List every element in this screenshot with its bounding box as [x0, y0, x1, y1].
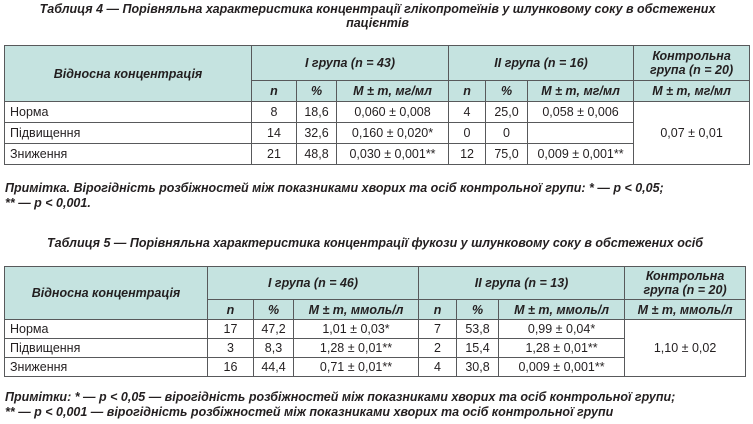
table4 — [4, 45, 750, 165]
cell-p2: 0 — [486, 123, 528, 144]
cell-n2: 12 — [449, 144, 486, 165]
table4-note — [5, 181, 664, 211]
cell-p2: 15,4 — [457, 339, 499, 358]
cell-m2 — [528, 123, 634, 144]
cell-n1: 21 — [252, 144, 297, 165]
table5-col-label-header: Відносна концентрація — [5, 267, 208, 320]
row-label: Підвищення — [5, 123, 252, 144]
table4-control-header — [634, 46, 750, 81]
table5 — [4, 266, 746, 377]
cell-p1: 8,3 — [254, 339, 294, 358]
table5-g2-pct-header: % — [457, 300, 499, 320]
table-row — [5, 320, 746, 339]
cell-n1: 14 — [252, 123, 297, 144]
table-row — [5, 102, 750, 123]
table5-g1-mean-header: M ± m, ммоль/л — [294, 300, 419, 320]
cell-n2: 2 — [419, 339, 457, 358]
table4-group1-header: I група (n = 43) — [252, 46, 449, 81]
table4-control-unit-header: M ± m, мг/мл — [634, 81, 750, 102]
table5-caption: Таблиця 5 — Порівняльна характеристика концентрації фукози у шлунковому соку в обстежених осіб — [47, 236, 703, 250]
cell-n1: 16 — [208, 358, 254, 377]
row-label: Норма — [5, 102, 252, 123]
table5-note — [5, 390, 675, 420]
table5-g2-n-header: n — [419, 300, 457, 320]
cell-n1: 17 — [208, 320, 254, 339]
row-label: Норма — [5, 320, 208, 339]
table5-control-header-line2: група (n = 20) — [643, 283, 727, 297]
table5-g2-mean-header: M ± m, ммоль/л — [499, 300, 625, 320]
table4-control-header-line1: Контрольна — [652, 49, 731, 63]
cell-n2: 7 — [419, 320, 457, 339]
table4-col-label-header: Відносна концентрація — [5, 46, 252, 102]
cell-m1: 0,71 ± 0,01** — [294, 358, 419, 377]
cell-m2: 0,058 ± 0,006 — [528, 102, 634, 123]
table4-caption-line2: пацієнтів — [346, 16, 409, 30]
cell-p1: 44,4 — [254, 358, 294, 377]
table4-caption — [5, 2, 750, 30]
table5-control-header — [625, 267, 746, 300]
cell-m2: 1,28 ± 0,01** — [499, 339, 625, 358]
row-label: Зниження — [5, 144, 252, 165]
cell-p2: 30,8 — [457, 358, 499, 377]
cell-m1: 0,060 ± 0,008 — [337, 102, 449, 123]
table4-g1-pct-header: % — [297, 81, 337, 102]
cell-m2: 0,009 ± 0,001** — [499, 358, 625, 377]
table4-caption-line1: Таблиця 4 — Порівняльна характеристика концентрації глікопротеїнів у шлунковому соку в обстежених — [39, 2, 716, 16]
table4-g2-n-header: n — [449, 81, 486, 102]
table4-control-value: 0,07 ± 0,01 — [634, 102, 750, 165]
cell-n2: 4 — [449, 102, 486, 123]
table5-g1-pct-header: % — [254, 300, 294, 320]
table5-control-unit-header: M ± m, ммоль/л — [625, 300, 746, 320]
table5-control-header-line1: Контрольна — [645, 269, 725, 283]
table4-g1-n-header: n — [252, 81, 297, 102]
table5-group1-header: I група (n = 46) — [208, 267, 419, 300]
row-label: Підвищення — [5, 339, 208, 358]
cell-m1: 1,01 ± 0,03* — [294, 320, 419, 339]
cell-p1: 18,6 — [297, 102, 337, 123]
cell-n2: 0 — [449, 123, 486, 144]
cell-n2: 4 — [419, 358, 457, 377]
cell-n1: 8 — [252, 102, 297, 123]
table4-note-line2: ** — p < 0,001. — [5, 196, 91, 210]
row-label: Зниження — [5, 358, 208, 377]
cell-p2: 53,8 — [457, 320, 499, 339]
cell-p1: 48,8 — [297, 144, 337, 165]
table5-note-line2: ** — p < 0,001 — вірогідність розбіжностей між показниками хворих та осіб контрольної групи — [5, 405, 614, 419]
table4-note-line1: Примітка. Вірогідність розбіжностей між показниками хворих та осіб контрольної групи: * — p < 0,05; — [5, 181, 664, 195]
table4-g1-mean-header: M ± m, мг/мл — [337, 81, 449, 102]
cell-p2: 25,0 — [486, 102, 528, 123]
table5-g1-n-header: n — [208, 300, 254, 320]
table5-control-value: 1,10 ± 0,02 — [625, 320, 746, 377]
cell-p2: 75,0 — [486, 144, 528, 165]
cell-m2: 0,009 ± 0,001** — [528, 144, 634, 165]
cell-n1: 3 — [208, 339, 254, 358]
cell-p1: 47,2 — [254, 320, 294, 339]
cell-m1: 0,160 ± 0,020* — [337, 123, 449, 144]
table4-group2-header: II група (n = 16) — [449, 46, 634, 81]
table4-g2-mean-header: M ± m, мг/мл — [528, 81, 634, 102]
table5-note-line1: Примітки: * — p < 0,05 — вірогідність розбіжностей між показниками хворих та осіб контрольної групи; — [5, 390, 676, 404]
table5-group2-header: II група (n = 13) — [419, 267, 625, 300]
table4-g2-pct-header: % — [486, 81, 528, 102]
cell-m1: 0,030 ± 0,001** — [337, 144, 449, 165]
cell-p1: 32,6 — [297, 123, 337, 144]
table4-control-header-line2: група (n = 20) — [650, 63, 734, 77]
cell-m2: 0,99 ± 0,04* — [499, 320, 625, 339]
cell-m1: 1,28 ± 0,01** — [294, 339, 419, 358]
